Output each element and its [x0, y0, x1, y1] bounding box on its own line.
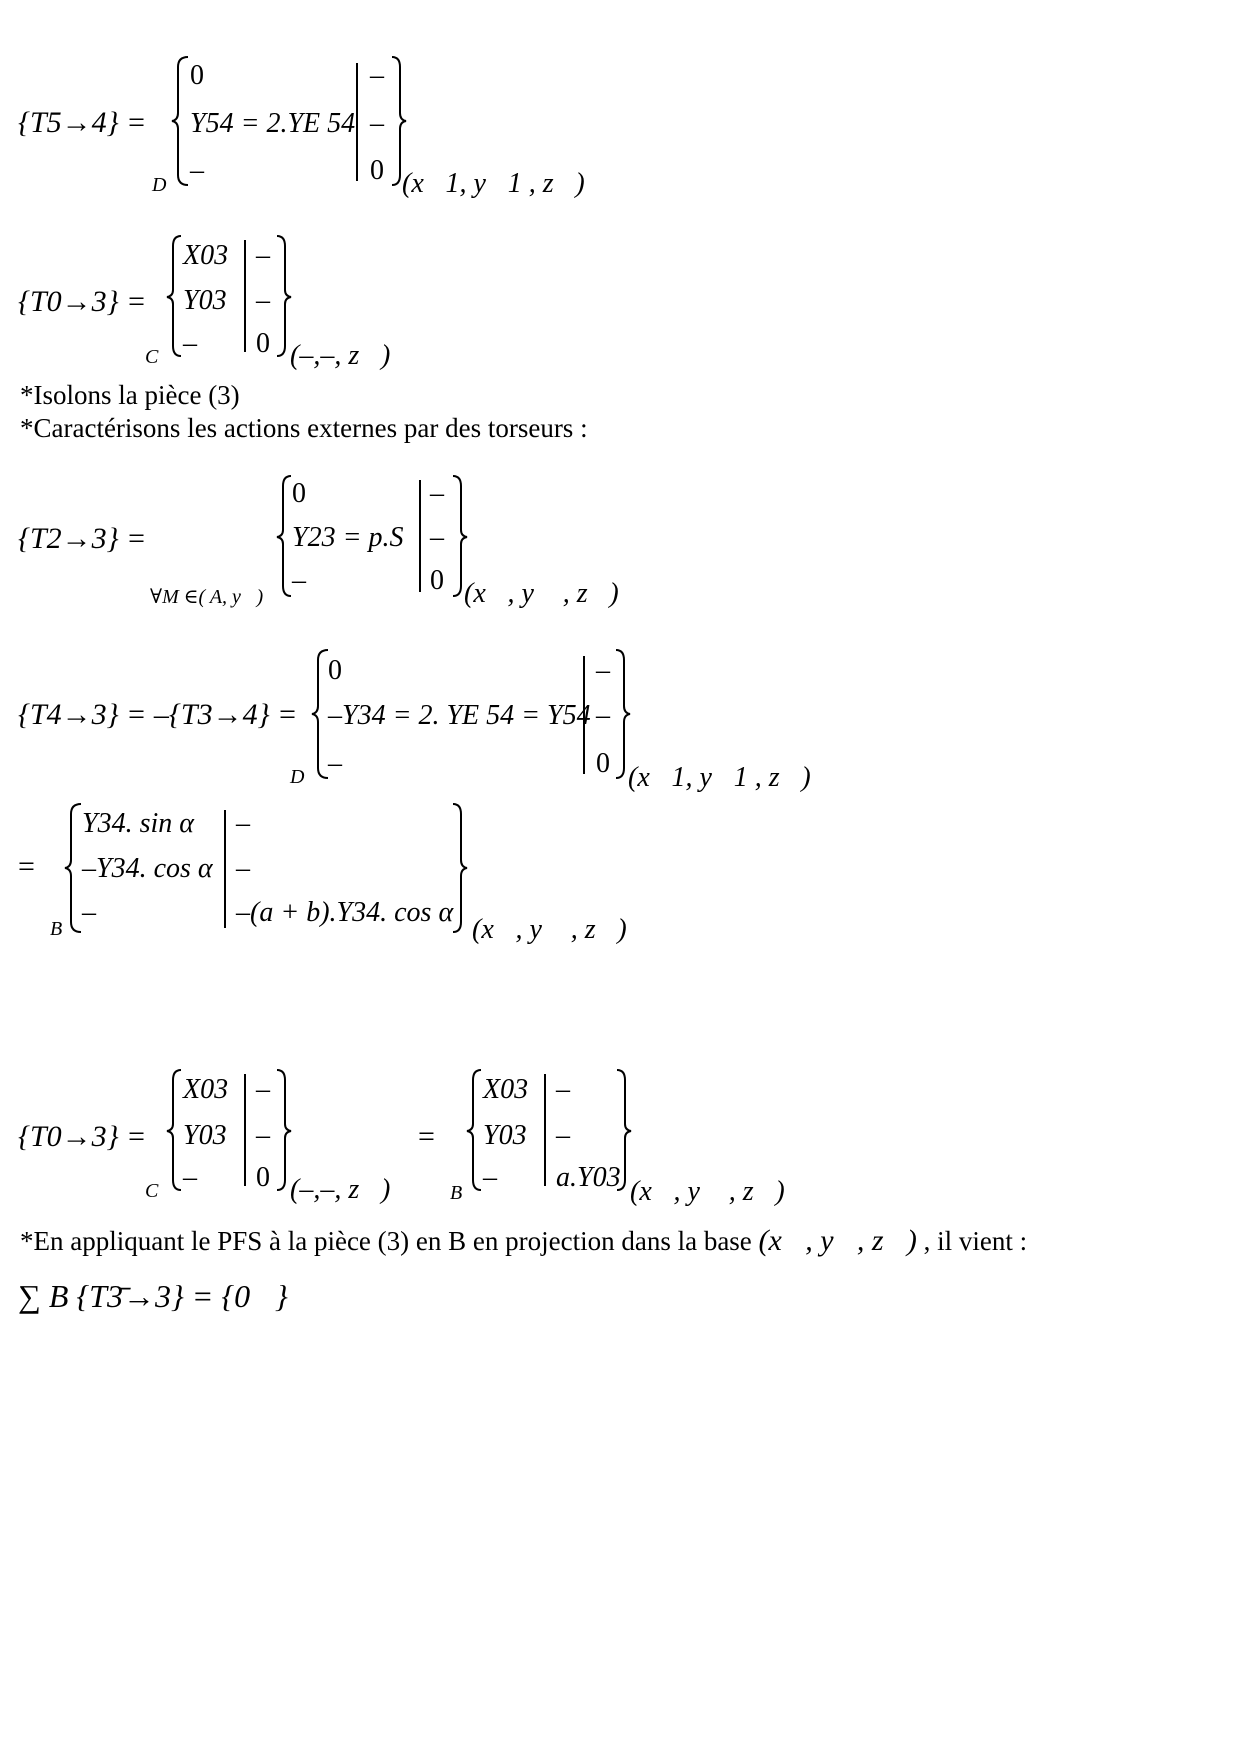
- torsor-label: {T4→3} = –{T3→4} =: [18, 698, 298, 731]
- resultant-z: –: [82, 897, 96, 928]
- basis: (x⃗1, y⃗1 , z⃗): [628, 762, 811, 793]
- moment-x-b: –: [556, 1074, 570, 1105]
- torsor-label: {T2→3} =: [18, 522, 147, 555]
- basis-b: (x⃗, y⃗ , z⃗): [630, 1176, 785, 1207]
- resultant-y: Y03: [183, 285, 227, 316]
- resultant-y-b: Y03: [483, 1120, 527, 1151]
- equals-sign: =: [18, 850, 35, 883]
- text-pfs: [20, 1224, 1027, 1258]
- pfs-equation: ∑ B {T3̄→3} = {0⃗}: [18, 1278, 288, 1314]
- resultant-x: 0: [292, 478, 306, 509]
- resultant-y: Y23 = p.S: [292, 522, 404, 553]
- reduction-point: D: [152, 174, 167, 196]
- text-pfs-basis: (x⃗, y⃗, z⃗): [758, 1224, 917, 1257]
- reduction-point: C: [145, 346, 159, 368]
- moment-z: 0: [596, 748, 610, 779]
- moment-y: –: [430, 522, 444, 553]
- moment-y-b: –: [556, 1120, 570, 1151]
- moment-x: –: [256, 240, 270, 271]
- text-pfs-start: *En appliquant le PFS à la pièce (3) en B en projection dans la base: [20, 1226, 752, 1256]
- moment-x: –: [596, 655, 610, 686]
- moment-z-b: a.Y03: [556, 1162, 621, 1193]
- moment-y: –: [236, 853, 250, 884]
- moment-y: –: [370, 108, 384, 139]
- resultant-z: –: [190, 155, 204, 186]
- reduction-point-b: B: [450, 1182, 463, 1204]
- resultant-x: X03: [183, 240, 229, 271]
- moment-z: 0: [370, 155, 384, 186]
- equals-sign: =: [418, 1120, 435, 1153]
- resultant-z-c: –: [183, 1162, 197, 1193]
- resultant-y: –Y34 = 2. YE 54 = Y54: [328, 700, 591, 731]
- reduction-point: D: [290, 766, 305, 788]
- moment-x-c: –: [256, 1074, 270, 1105]
- reduction-point-c: C: [145, 1180, 159, 1202]
- reduction-point: ∀M ∈( A, y⃗): [150, 586, 264, 608]
- resultant-x-b: X03: [483, 1074, 529, 1105]
- resultant-y: Y54 = 2.YE 54: [190, 108, 356, 139]
- resultant-x: Y34. sin α: [82, 808, 194, 839]
- resultant-z-b: –: [483, 1162, 497, 1193]
- torsor-label: {T0→3} =: [18, 1120, 147, 1153]
- text-isolate: *Isolons la pièce (3): [20, 380, 240, 410]
- basis-c: (–,–, z⃗): [290, 1174, 391, 1205]
- text-characterize: *Caractérisons les actions externes par des torseurs :: [20, 413, 588, 443]
- reduction-point: B: [50, 918, 63, 940]
- moment-x: –: [430, 478, 444, 509]
- torsor-label: {T5→4} =: [18, 106, 147, 139]
- moment-z-c: 0: [256, 1162, 270, 1193]
- moment-z: –(a + b).Y34. cos α: [236, 897, 454, 928]
- basis: (x⃗, y⃗ , z⃗): [464, 578, 619, 609]
- basis: (–,–, z⃗): [290, 340, 391, 371]
- resultant-z: –: [183, 328, 197, 359]
- resultant-x-c: X03: [183, 1074, 229, 1105]
- basis: (x⃗1, y⃗1 , z⃗): [402, 168, 585, 199]
- resultant-z: –: [292, 565, 306, 596]
- resultant-y-c: Y03: [183, 1120, 227, 1151]
- moment-y: –: [596, 700, 610, 731]
- resultant-x: 0: [190, 60, 204, 91]
- resultant-y: –Y34. cos α: [82, 853, 213, 884]
- moment-y-c: –: [256, 1120, 270, 1151]
- moment-x: –: [236, 808, 250, 839]
- moment-x: –: [370, 60, 384, 91]
- resultant-x: 0: [328, 655, 342, 686]
- moment-y: –: [256, 285, 270, 316]
- text-pfs-end: , il vient :: [923, 1226, 1028, 1256]
- moment-z: 0: [256, 328, 270, 359]
- torsor-label: {T0→3} =: [18, 285, 147, 318]
- moment-z: 0: [430, 565, 444, 596]
- resultant-z: –: [328, 748, 342, 779]
- basis: (x⃗, y⃗ , z⃗): [472, 914, 627, 945]
